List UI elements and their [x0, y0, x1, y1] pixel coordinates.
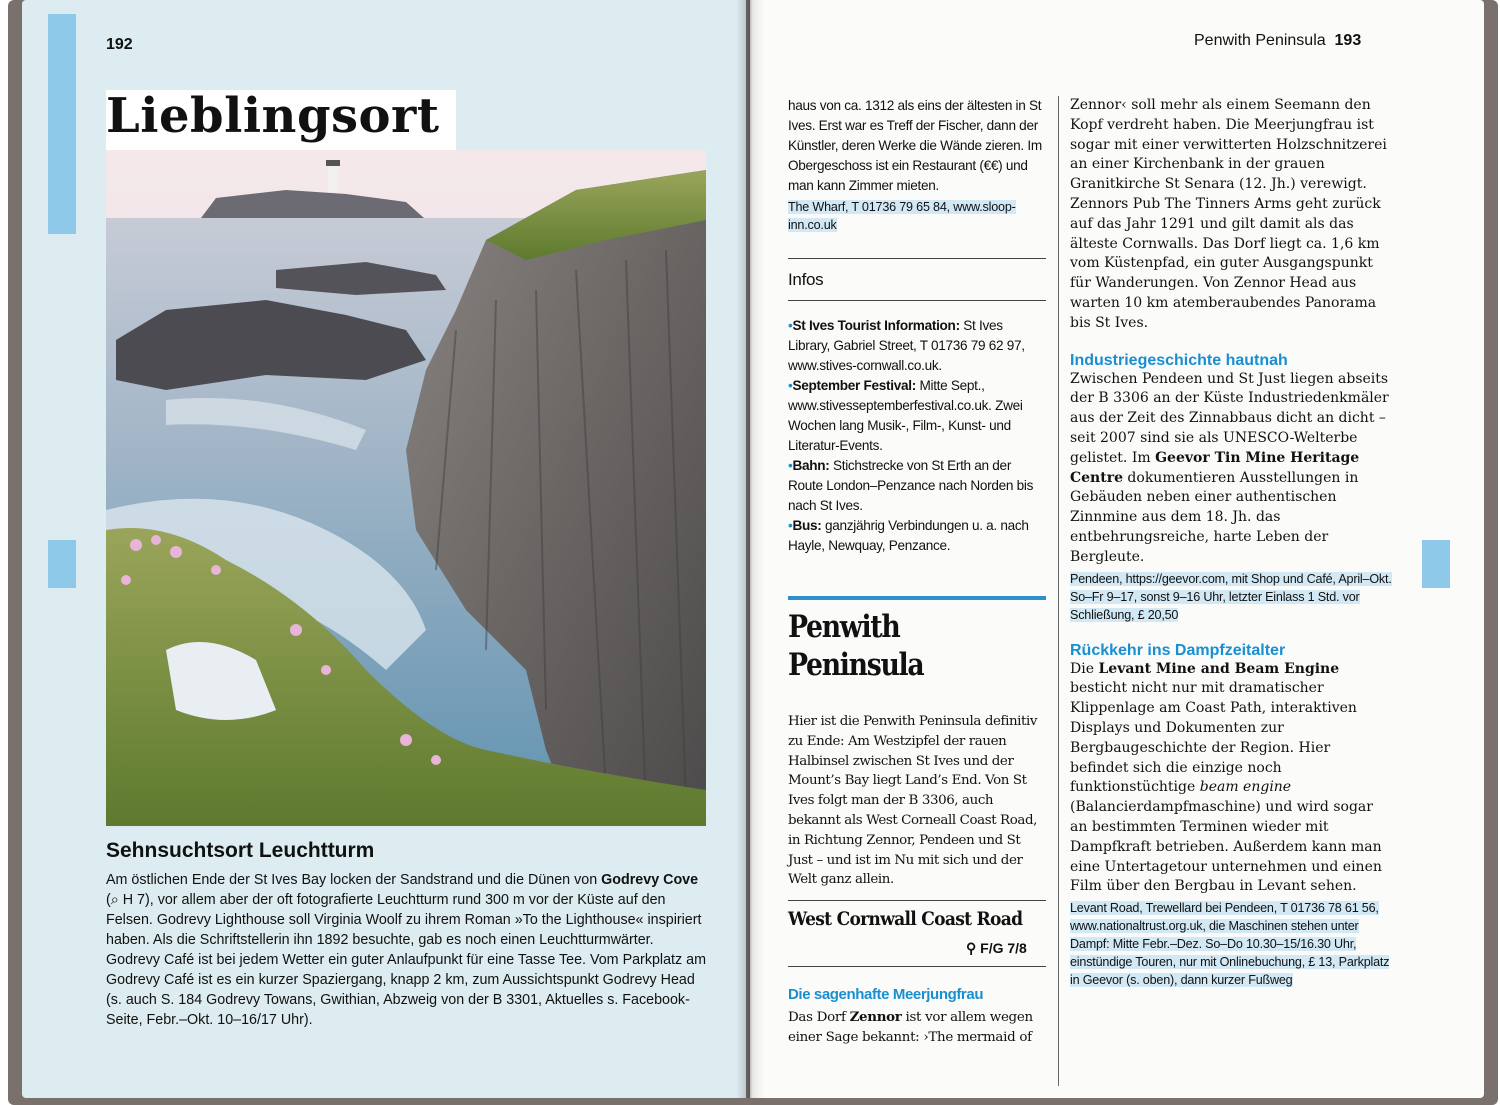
page-number-right: 193 [1334, 32, 1362, 49]
info-label: Bus: [792, 518, 822, 533]
section-intro: Hier ist die Penwith Peninsula definitiv zu Ende: Am Westzipfel der rauen Halbinsel zwischen St Ives und der Mount’s Bay liegt Land’s End. Von St Ives folgt man der B 3306, auch bekannt als West Corneall Coast Road, in Richtung Zennor, Pendeen und St Just – und ist im Nu mit sich und der Welt ganz allein. [788, 714, 1038, 888]
right-page [750, 0, 1484, 1098]
industrie-post: dokumentieren Ausstellungen in Gebäuden neben einer authentischen Zinnmine aus dem 18. Jh. das entbehrungsreiche, harte Leben der Bergleute. [1070, 469, 1359, 565]
column-1 [788, 96, 1046, 234]
info-item [788, 316, 1046, 376]
info-label: September Festival: [792, 378, 916, 393]
rule [788, 300, 1046, 301]
sidebar-text-2: , vor allem aber der oft fotografierte Leuchtturm rund 300 m vor der Küste auf den Felsen. Godrevy Lighthouse soll Virginia Woolf zu ihrem Roman »To the Lighthouse« inspiriert haben. Als die Schriftstellerin ihn 1892 besuchte, gab es noch einen Leuchtturmwärter. Godrevy Café ist bei jedem Wetter ein guter Anlaufpunkt für eine Tasse Tee. Vom Parkplatz am Godrevy Café ist es ein kurzer Spaziergang, knapp 2 km, zum Aussichtspunkt Godrevy Head (s. auch S. 184 Godrevy Towans, Gwithian, Abzweig von der B 3301, Aktuelles s. Facebook-Seite, Febr.–Okt. 10–16/17 Uhr). [106, 892, 706, 1028]
info-label: Bahn: [792, 458, 830, 473]
heading-dampfzeitalter: Rückkehr ins Dampfzeitalter [1070, 641, 1286, 659]
info-text: St Ives Library, Gabriel Street, T 01736 79 62 97, www.stives-cornwall.co.uk. [788, 318, 1025, 373]
info-text: Mitte Sept., www.stivesseptemberfestival.co.uk. Zwei Wochen lang Musik-, Film-, Kunst- und Literatur-Events. [788, 378, 1023, 453]
levant-bold: Levant Mine and Beam Engine [1098, 660, 1340, 677]
rule [788, 966, 1046, 967]
route-title: West Cornwall Coast Road [788, 908, 1023, 930]
left-page [22, 0, 746, 1098]
zennor-post: ist vor allem wegen einer Sage bekannt: ›The mermaid of [788, 1010, 1033, 1045]
running-head [1194, 32, 1361, 50]
info-item [788, 376, 1046, 456]
thumb-tab-right [1422, 540, 1450, 588]
info-item [788, 456, 1046, 516]
section-title [788, 608, 1010, 684]
info-text: Stichstrecke von St Erth an der Route London–Penzance nach Norden bis nach St Ives. [788, 458, 1034, 513]
map-reference: (⌕ H 7) [106, 892, 150, 908]
info-label: St Ives Tourist Information: [792, 318, 960, 333]
route-map-ref [966, 940, 1027, 957]
industrie-text [1070, 370, 1392, 568]
levant-italic: beam engine [1199, 779, 1292, 796]
industrie-pre: Zwischen Pendeen und St Just liegen abseits der B 3306 an der Küste Industriedenkmäler aus der Zeit des Zinnabbaus dicht an dicht – seit 2007 sind sie als UNESCO-Welterbe gelistet. Im [1070, 370, 1389, 466]
zennor-bold: Zennor [849, 1009, 902, 1025]
thumb-tab-mid [48, 540, 76, 588]
geevor-info: Pendeen, https://geevor.com, mit Shop und Café, April–Okt. So–Fr 9–17, sonst 9–16 Uhr, letzter Einlass 1 Std. vor Schließung, £ 20,50 [1070, 571, 1392, 622]
thumb-tab-top [48, 14, 76, 234]
sidebar-heading: Sehnsuchtsort Leuchtturm [106, 839, 375, 862]
sloop-inn-info: The Wharf, T 01736 79 65 84, www.sloop-inn.co.uk [788, 200, 1016, 232]
infos-list [788, 316, 1046, 556]
bullet-icon: • [788, 318, 793, 333]
column-2 [1070, 96, 1392, 989]
page-number-left: 192 [106, 36, 133, 53]
route-ref-text: F/G 7/8 [980, 940, 1027, 956]
industrie-bold: Geevor Tin Mine Heritage Centre [1070, 449, 1360, 486]
section-rule [788, 596, 1046, 600]
bullet-icon: • [788, 458, 793, 473]
bullet-icon: • [788, 378, 793, 393]
info-item [788, 516, 1046, 556]
levant-post: (Balancierdampfmaschine) und wird sogar an bestimmten Terminen wieder mit Dampfkraft betrieben. Außerdem kann man eine Untertagetour unternehmen und einen Film über den Bergbau in Levant sehen. [1070, 799, 1382, 895]
lighthouse-cliff-photo [106, 150, 706, 826]
rule [788, 258, 1046, 259]
levant-info: Levant Road, Trewellard bei Pendeen, T 01736 78 61 56, www.nationaltrust.org.uk, die Maschinen stehen unter Dampf: Mitte Febr.–Dez. So–Do 10.30–15/16.30 Uhr, einstündige Touren, nur mit Onlinebuchung, £ 13, Parkplatz in Geevor (s. oben), dann kurzer Fußweg [1070, 901, 1390, 988]
running-head-title: Penwith Peninsula [1194, 32, 1326, 49]
map-pin-icon: ⚲ [966, 940, 977, 956]
bullet-icon: • [788, 518, 793, 533]
levant-pre: Die [1070, 660, 1099, 677]
zennor-text [788, 1008, 1046, 1048]
sub-heading-mermaid: Die sagenhafte Meerjungfrau [788, 986, 984, 1003]
sloop-inn-text: haus von ca. 1312 als eins der ältesten in St Ives. Erst war es Treff der Fischer, dann der Künstler, deren Werke die Wände zieren. Im Obergeschoss ist ein Restaurant (€€) und man kann Zimmer mieten. [788, 98, 1042, 193]
rule [788, 900, 1046, 901]
infos-heading: Infos [788, 270, 824, 289]
zennor-pre: Das Dorf [788, 1010, 850, 1025]
info-text: ganzjährig Verbindungen u. a. nach Hayle, Newquay, Penzance. [788, 518, 1029, 553]
column-divider [1058, 96, 1059, 1086]
gutter-shadow [736, 0, 764, 1098]
section-title-line-1: Penwith [788, 609, 900, 645]
section-title-line-2: Peninsula [788, 647, 924, 683]
heading-industriegeschichte: Industriegeschichte hautnah [1070, 351, 1288, 369]
zennor-continued: Zennor‹ soll mehr als einem Seemann den Kopf verdreht haben. Die Meerjungfrau ist sogar mit einer verwitterten Holzschnitzerei an einer Kirchenbank in der grauen Granitkirche St Senara (12. Jh.) verewigt. Zennors Pub The Tinners Arms geht zurück auf das Jahr 1291 und gilt damit als das älteste Cornwalls. Das Dorf liegt ca. 1,6 km vom Küstenpfad, ein guter Ausgangspunkt für Wanderungen. Von Zennor Head aus warten 10 km atemberaubendes Panorama bis St Ives. [1070, 97, 1387, 331]
sidebar-body [106, 870, 706, 1030]
place-godrevy-cove: Godrevy Cove [601, 872, 699, 888]
sidebar-text-1: Am östlichen Ende der St Ives Bay locken der Sandstrand und die Dünen von [106, 872, 602, 888]
page-title-lieblingsort: Lieblingsort [106, 90, 456, 150]
levant-mid: besticht nicht nur mit dramatischer Klippenlage am Coast Path, interaktiven Displays und Dokumenten zur Bergbaugeschichte der Region. Hier befindet sich die einzige noch funktionstüchtige [1070, 680, 1357, 796]
levant-text [1070, 660, 1392, 898]
